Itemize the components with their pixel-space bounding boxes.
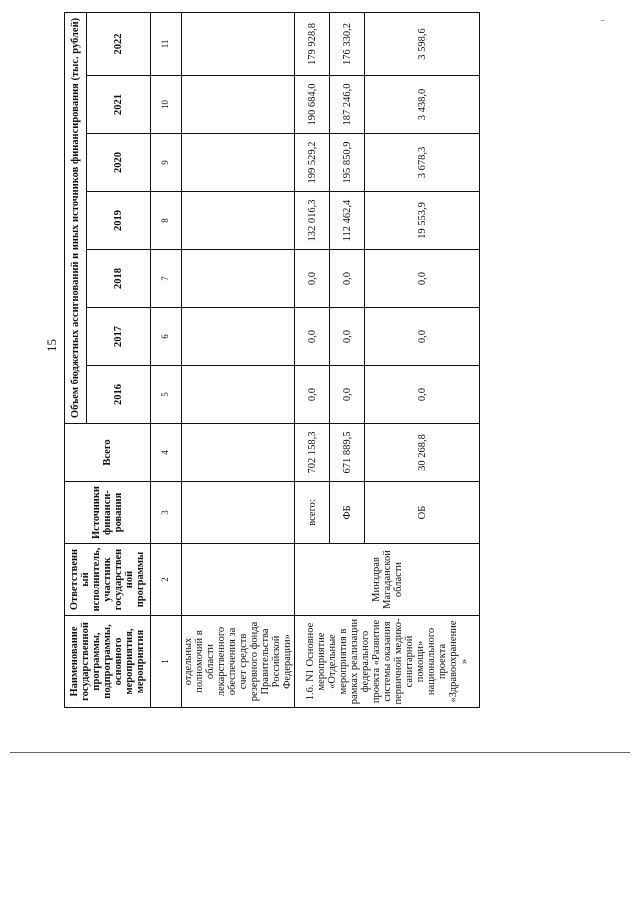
empty-cell <box>182 250 295 308</box>
total-cell: 30 268,8 <box>365 424 480 482</box>
value-cell: 0,0 <box>295 366 330 424</box>
header-total: Всего <box>65 424 151 482</box>
value-cell: 187 246,0 <box>330 76 365 134</box>
value-cell: 0,0 <box>330 366 365 424</box>
value-cell: 3 678,3 <box>365 134 480 192</box>
column-index: 8 <box>151 192 182 250</box>
empty-cell <box>182 308 295 366</box>
item-executor-cell: Минздрав Магаданской области <box>295 544 480 616</box>
value-cell: 0,0 <box>365 308 480 366</box>
value-cell: 112 462,4 <box>330 192 365 250</box>
header-year: 2020 <box>87 134 151 192</box>
column-index: 2 <box>151 544 182 616</box>
header-executor: Ответственный исполнитель, участник государственной программы <box>65 544 151 616</box>
header-year: 2021 <box>87 76 151 134</box>
item-name-cell: 1.6. N1 Основное мероприятие «Отдельные мероприятия в рамках реализации федерального проекта «Развитие системы оказания первичной медико-санитарной помощи» национального проекта «Здравоохранение» <box>295 616 480 708</box>
empty-cell <box>182 544 295 616</box>
value-cell: 195 850,9 <box>330 134 365 192</box>
value-cell: 19 553,9 <box>365 192 480 250</box>
column-index: 3 <box>151 482 182 544</box>
value-cell: 190 684,0 <box>295 76 330 134</box>
column-index: 1 <box>151 616 182 708</box>
header-source: Источники финанси-рования <box>65 482 151 544</box>
header-name: Наименование государственной программы, подпрограммы, основного мероприятия, мероприятия <box>65 616 151 708</box>
total-cell: 702 158,3 <box>295 424 330 482</box>
scan-mark <box>601 20 604 21</box>
empty-cell <box>182 76 295 134</box>
page-number: 15 <box>44 339 59 352</box>
column-index: 10 <box>151 76 182 134</box>
value-cell: 179 928,8 <box>295 12 330 75</box>
header-financing-group: Объем бюджетных ассигнований и иных источников финансирования (тыс. рублей) <box>65 12 87 423</box>
column-index: 9 <box>151 134 182 192</box>
value-cell: 199 529,2 <box>295 134 330 192</box>
source-cell: ОБ <box>365 482 480 544</box>
total-cell: 671 889,5 <box>330 424 365 482</box>
empty-cell <box>182 366 295 424</box>
value-cell: 176 330,2 <box>330 12 365 75</box>
financing-table <box>64 12 480 708</box>
empty-cell <box>182 424 295 482</box>
empty-cell <box>182 482 295 544</box>
header-year: 2016 <box>87 366 151 424</box>
value-cell: 0,0 <box>365 366 480 424</box>
value-cell: 3 438,0 <box>365 76 480 134</box>
value-cell: 3 598,6 <box>365 12 480 75</box>
column-index: 5 <box>151 366 182 424</box>
value-cell: 132 016,3 <box>295 192 330 250</box>
continued-name-cell: отдельных полномочий в области лекарственного обеспечения за счет средств резервного фонда Правительства Российской Федерации» <box>182 616 295 708</box>
value-cell: 0,0 <box>295 308 330 366</box>
header-year: 2017 <box>87 308 151 366</box>
source-cell: всего: <box>295 482 330 544</box>
header-year: 2022 <box>87 12 151 75</box>
column-index: 6 <box>151 308 182 366</box>
header-year: 2019 <box>87 192 151 250</box>
value-cell: 0,0 <box>330 250 365 308</box>
column-index: 4 <box>151 424 182 482</box>
value-cell: 0,0 <box>365 250 480 308</box>
table-row-total <box>295 12 330 707</box>
rotated-table-wrapper <box>64 13 554 708</box>
source-cell: ФБ <box>330 482 365 544</box>
column-index-row <box>151 12 182 707</box>
header-year: 2018 <box>87 250 151 308</box>
empty-cell <box>182 12 295 75</box>
column-index: 7 <box>151 250 182 308</box>
scan-divider-line <box>10 752 630 753</box>
empty-cell <box>182 192 295 250</box>
column-index: 11 <box>151 12 182 75</box>
table-row-continued <box>182 12 295 707</box>
value-cell: 0,0 <box>295 250 330 308</box>
value-cell: 0,0 <box>330 308 365 366</box>
empty-cell <box>182 134 295 192</box>
